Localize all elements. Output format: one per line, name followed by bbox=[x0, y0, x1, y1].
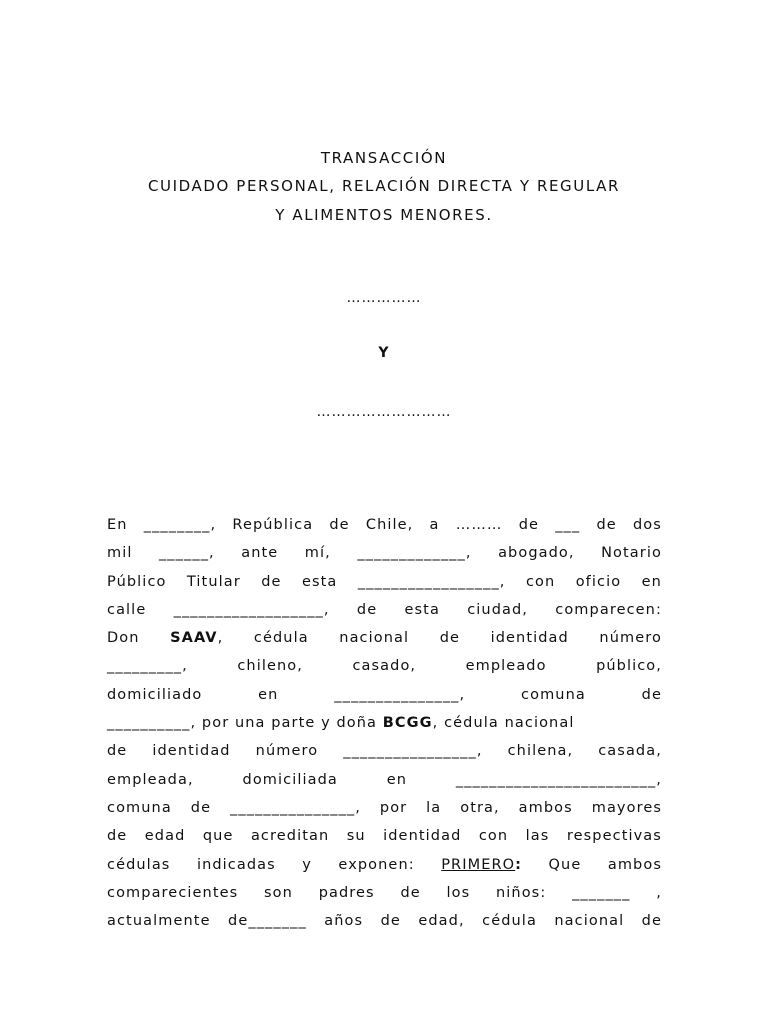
body-word: En bbox=[107, 517, 128, 533]
body-line-6 bbox=[107, 652, 662, 680]
body-word: de bbox=[641, 686, 662, 703]
body-word: calle bbox=[107, 601, 147, 618]
body-word: nacional bbox=[339, 630, 410, 647]
body-word: las bbox=[525, 828, 550, 845]
body-word: ambos bbox=[518, 799, 573, 816]
body-word: de bbox=[439, 630, 461, 647]
body-word: por bbox=[379, 799, 408, 816]
body-word: los bbox=[446, 884, 471, 901]
body-word: Notario bbox=[601, 545, 662, 562]
body-word: que bbox=[202, 828, 234, 845]
body-word: Que bbox=[548, 856, 582, 873]
body-word: ___ bbox=[555, 517, 581, 533]
body-text-run: , cédula nacional bbox=[432, 715, 575, 732]
body-word: ________, bbox=[143, 517, 217, 533]
body-word: comparecen: bbox=[555, 601, 662, 618]
body-word: de bbox=[518, 517, 540, 533]
body-word: edad, bbox=[418, 913, 465, 930]
body-word: la bbox=[426, 799, 442, 816]
party-two-name: BCGG bbox=[382, 715, 433, 732]
body-word: cédula bbox=[482, 913, 537, 930]
body-word: abogado, bbox=[498, 545, 575, 562]
clause-heading bbox=[441, 851, 522, 879]
body-word: _______________, bbox=[334, 686, 466, 703]
body-line-5 bbox=[107, 624, 662, 652]
body-word: chilena, bbox=[507, 743, 574, 760]
body-word: Chile, bbox=[365, 517, 414, 533]
party-one-initials bbox=[170, 624, 223, 652]
body-word: edad bbox=[144, 828, 186, 845]
body-line-4 bbox=[107, 596, 662, 624]
body-word: Público bbox=[107, 573, 167, 590]
body-word: años bbox=[324, 913, 364, 930]
body-word: cédulas bbox=[107, 856, 171, 873]
body-line-10 bbox=[107, 766, 662, 794]
body-word: chileno, bbox=[237, 658, 303, 675]
body-word: de bbox=[380, 913, 401, 930]
body-line-7 bbox=[107, 681, 662, 709]
party-one-name: SAAV bbox=[170, 630, 218, 647]
party-conjunction: Y bbox=[378, 345, 390, 361]
body-word: y bbox=[302, 856, 312, 873]
body-word: oficio bbox=[575, 573, 622, 590]
body-word: de_______ bbox=[228, 913, 307, 930]
body-word: Don bbox=[107, 630, 140, 647]
body-word: mil bbox=[107, 545, 133, 562]
body-word: de bbox=[400, 884, 421, 901]
body-line-15 bbox=[107, 907, 662, 935]
body-line-8 bbox=[107, 709, 662, 737]
body-word: público, bbox=[596, 658, 662, 675]
body-line-14 bbox=[107, 879, 662, 907]
body-word: de bbox=[356, 601, 378, 618]
document-title-line-1: TRANSACCIÓN bbox=[320, 149, 448, 167]
body-word: empleada, bbox=[107, 771, 194, 788]
body-word: de bbox=[190, 799, 212, 816]
body-word: ante bbox=[241, 545, 279, 562]
body-word: padres bbox=[318, 884, 375, 901]
body-word: comuna bbox=[521, 686, 586, 703]
body-word: Titular bbox=[186, 573, 241, 590]
body-punctuation: , bbox=[217, 630, 224, 647]
body-line-3 bbox=[107, 568, 662, 596]
body-line-2 bbox=[107, 539, 662, 567]
body-word: en bbox=[641, 573, 662, 590]
body-word: _________, bbox=[107, 658, 188, 675]
body-word: de bbox=[107, 743, 128, 760]
body-word: ______, bbox=[158, 545, 215, 562]
body-word: con bbox=[478, 828, 509, 845]
body-word: República bbox=[232, 517, 314, 533]
body-word: otra, bbox=[460, 799, 500, 816]
body-word: actualmente bbox=[107, 913, 211, 930]
body-word: empleado bbox=[465, 658, 547, 675]
body-word: comparecientes bbox=[107, 884, 239, 901]
body-word: ambos bbox=[607, 856, 662, 873]
body-word: identidad bbox=[490, 630, 569, 647]
body-word: niños: bbox=[496, 884, 547, 901]
body-word: domiciliada bbox=[242, 771, 338, 788]
body-word: _______________, bbox=[230, 799, 361, 816]
body-word: , bbox=[656, 884, 662, 901]
clause-primero-label: PRIMERO bbox=[441, 856, 516, 873]
document-title-line-3: Y ALIMENTOS MENORES. bbox=[275, 206, 493, 224]
body-word: casado, bbox=[352, 658, 417, 675]
body-word: son bbox=[264, 884, 293, 901]
body-word: esta bbox=[404, 601, 440, 618]
body-word: acreditan bbox=[250, 828, 330, 845]
body-text-run: __________, por una parte y doña bbox=[107, 715, 383, 732]
body-word: indicadas bbox=[196, 856, 276, 873]
body-word: en bbox=[258, 686, 279, 703]
body-word: dos bbox=[632, 517, 662, 533]
body-word: casada, bbox=[598, 743, 662, 760]
body-word: domiciliado bbox=[107, 686, 203, 703]
body-word: número bbox=[255, 743, 319, 760]
body-line-9 bbox=[107, 737, 662, 765]
body-word: __________________, bbox=[173, 601, 330, 618]
body-word: ……… bbox=[455, 517, 503, 533]
body-word: respectivas bbox=[566, 828, 662, 845]
body-word: comuna bbox=[107, 799, 172, 816]
body-line-11 bbox=[107, 794, 662, 822]
body-line-13 bbox=[107, 851, 662, 879]
body-word: con bbox=[525, 573, 556, 590]
body-word: de bbox=[641, 913, 662, 930]
body-word: exponen: bbox=[338, 856, 415, 873]
body-word: esta bbox=[301, 573, 338, 590]
body-word: de bbox=[261, 573, 282, 590]
body-word: mayores bbox=[591, 799, 662, 816]
body-text-segment bbox=[107, 709, 574, 737]
body-word: ________________, bbox=[343, 743, 483, 760]
body-punctuation: : bbox=[515, 856, 523, 873]
body-line-1 bbox=[107, 511, 662, 539]
body-word: identidad bbox=[383, 828, 462, 845]
party-one-placeholder: …………… bbox=[346, 290, 422, 306]
body-word: _____________, bbox=[357, 545, 472, 562]
body-word: ciudad, bbox=[467, 601, 528, 618]
body-word: cédula bbox=[253, 630, 309, 647]
body-word: de bbox=[107, 828, 128, 845]
body-word: de bbox=[596, 517, 617, 533]
body-line-12 bbox=[107, 822, 662, 850]
body-word: nacional bbox=[554, 913, 625, 930]
body-word: _______ bbox=[572, 884, 631, 901]
body-word: _________________, bbox=[357, 573, 506, 590]
body-word: ________________________, bbox=[455, 771, 662, 788]
document-title-line-2: CUIDADO PERSONAL, RELACIÓN DIRECTA Y REGULAR bbox=[147, 177, 621, 195]
party-two-placeholder: ……………………… bbox=[316, 404, 452, 420]
body-word: mí, bbox=[304, 545, 331, 562]
body-word: de bbox=[329, 517, 350, 533]
document-body bbox=[107, 511, 662, 935]
body-word: número bbox=[599, 630, 662, 647]
body-word: identidad bbox=[152, 743, 231, 760]
body-word: en bbox=[386, 771, 408, 788]
body-word: a bbox=[429, 517, 440, 533]
body-word: su bbox=[346, 828, 366, 845]
